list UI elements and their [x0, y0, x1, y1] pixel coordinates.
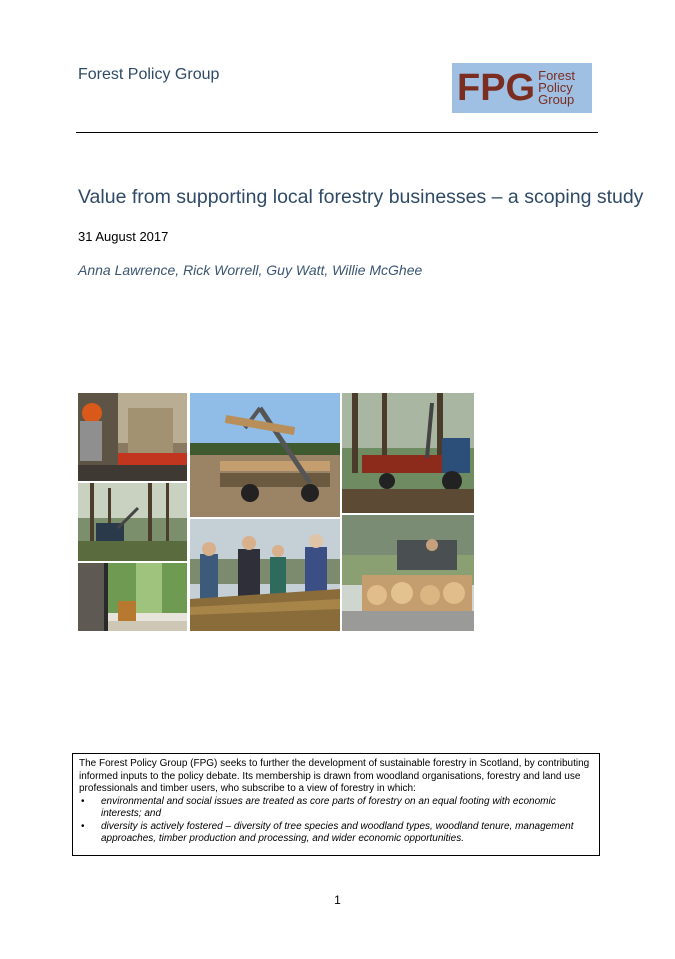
- org-name: Forest Policy Group: [78, 66, 220, 83]
- logo-words: [538, 70, 575, 106]
- photo-interior-chair: [78, 563, 187, 631]
- photo-sawmill-worker: [78, 393, 187, 481]
- photo-harvester-woodland: [78, 483, 187, 561]
- info-bullet: • environmental and social issues are treated as core parts of forestry on an equal footing with economic interests; and: [79, 796, 593, 821]
- page-number: 1: [334, 893, 341, 907]
- logo-word: Forest: [538, 68, 575, 83]
- info-bullet: • diversity is actively fostered – diversity of tree species and woodland types, woodland tenure, management approaches, timber production and processing, and wider economic opportunities.: [79, 821, 593, 846]
- header-divider: [76, 132, 598, 133]
- logo-acronym: FPG: [457, 67, 536, 109]
- photo-forwarder-loading: [190, 393, 340, 517]
- info-intro: The Forest Policy Group (FPG) seeks to further the development of sustainable forestry in Scotland, by contributing informed inputs to the policy debate. Its membership is drawn from woodland organisations, forestry and land use professionals and timber users, who subscribe to a view of forestry in which:: [79, 758, 590, 794]
- photo-logs-trailer: [342, 515, 474, 631]
- document-title: Value from supporting local forestry businesses – a scoping study: [78, 186, 644, 208]
- document-authors: Anna Lawrence, Rick Worrell, Guy Watt, Willie McGhee: [78, 262, 423, 278]
- logo-word: Group: [538, 92, 575, 107]
- document-date: 31 August 2017: [78, 229, 169, 244]
- logo-word: Policy: [538, 80, 573, 95]
- info-bullet-list: [79, 796, 593, 846]
- photo-tractor-forwarder: [342, 393, 474, 513]
- fpg-info-box: [72, 753, 600, 856]
- fpg-logo: [452, 63, 592, 113]
- photo-people-willow: [190, 519, 340, 631]
